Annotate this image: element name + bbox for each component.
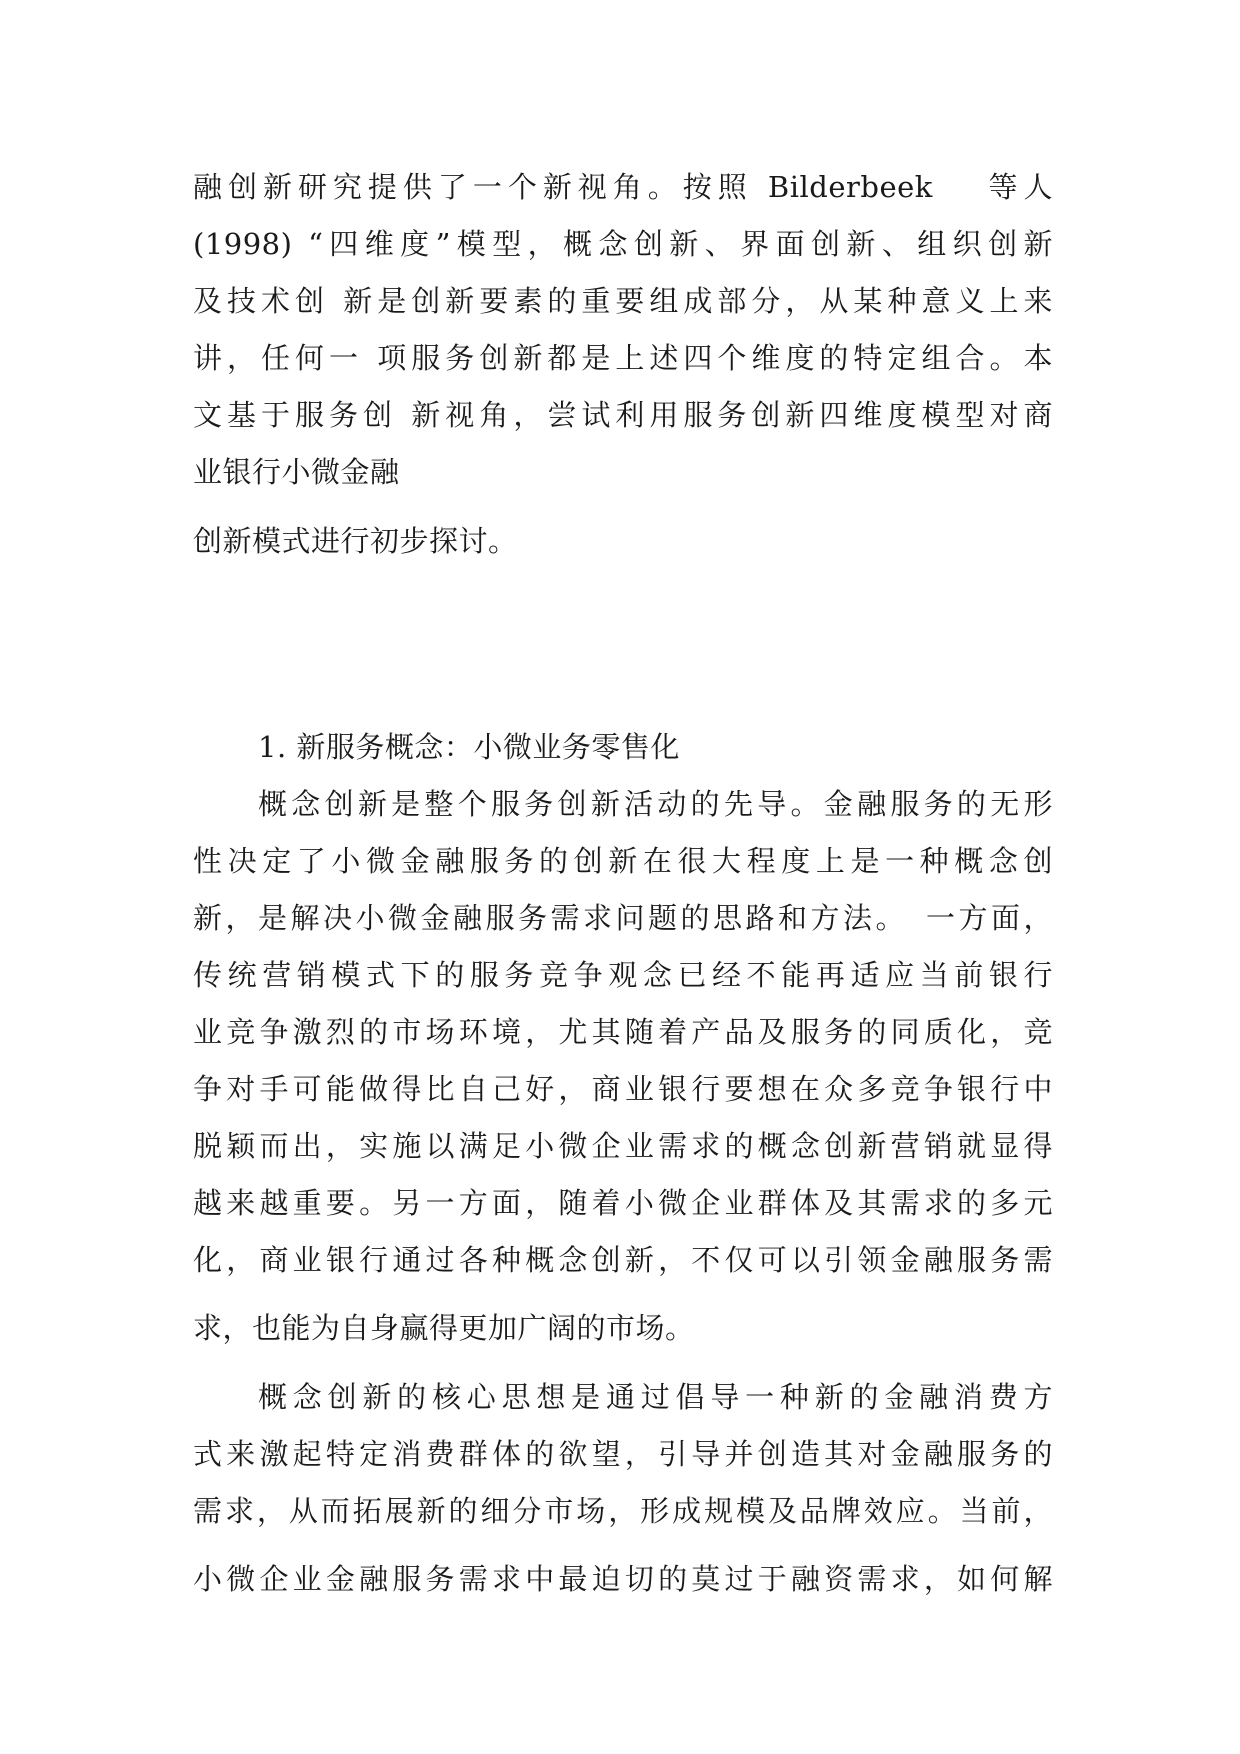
paragraph-line: 需求，从而拓展新的细分市场，形成规模及品牌效应。当前， [193, 1494, 1053, 1528]
intro-line: 讲，任何一 项服务创新都是上述四个维度的特定组合。本 [193, 341, 1053, 375]
intro-line: 融创新研究提供了一个新视角。按照 Bilderbeek 等人 [193, 170, 1053, 204]
intro-line: 及技术创 新是创新要素的重要组成部分，从某种意义上来 [193, 284, 1053, 318]
paragraph-line: 争对手可能做得比自己好，商业银行要想在众多竞争银行中 [193, 1072, 1053, 1106]
paragraph-line: 新，是解决小微金融服务需求问题的思路和方法。 一方面， [193, 901, 1053, 935]
intro-line: 创新模式进行初步探讨。 [193, 524, 518, 558]
paragraph-line: 概念创新是整个服务创新活动的先导。金融服务的无形 [258, 787, 1053, 821]
paragraph-line: 化，商业银行通过各种概念创新，不仅可以引领金融服务需 [193, 1243, 1053, 1277]
paragraph-line: 业竞争激烈的市场环境，尤其随着产品及服务的同质化，竞 [193, 1015, 1053, 1049]
paragraph-line: 概念创新的核心思想是通过倡导一种新的金融消费方 [258, 1380, 1053, 1414]
paragraph-line: 越来越重要。另一方面，随着小微企业群体及其需求的多元 [193, 1186, 1053, 1220]
paragraph-line: 传统营销模式下的服务竞争观念已经不能再适应当前银行 [193, 958, 1053, 992]
section-heading: 1. 新服务概念：小微业务零售化 [258, 730, 680, 764]
intro-line: (1998) “四维度”模型，概念创新、界面创新、组织创新 [193, 227, 1053, 261]
paragraph-line: 脱颖而出，实施以满足小微企业需求的概念创新营销就显得 [193, 1129, 1053, 1163]
paragraph-line: 求，也能为自身赢得更加广阔的市场。 [193, 1311, 695, 1345]
paragraph-line: 小微企业金融服务需求中最迫切的莫过于融资需求，如何解 [193, 1562, 1053, 1596]
intro-line: 文基于服务创 新视角，尝试利用服务创新四维度模型对商 [193, 398, 1053, 432]
intro-line: 业银行小微金融 [193, 455, 400, 489]
paragraph-line: 式来激起特定消费群体的欲望，引导并创造其对金融服务的 [193, 1437, 1053, 1471]
paragraph-line: 性决定了小微金融服务的创新在很大程度上是一种概念创 [193, 844, 1053, 878]
